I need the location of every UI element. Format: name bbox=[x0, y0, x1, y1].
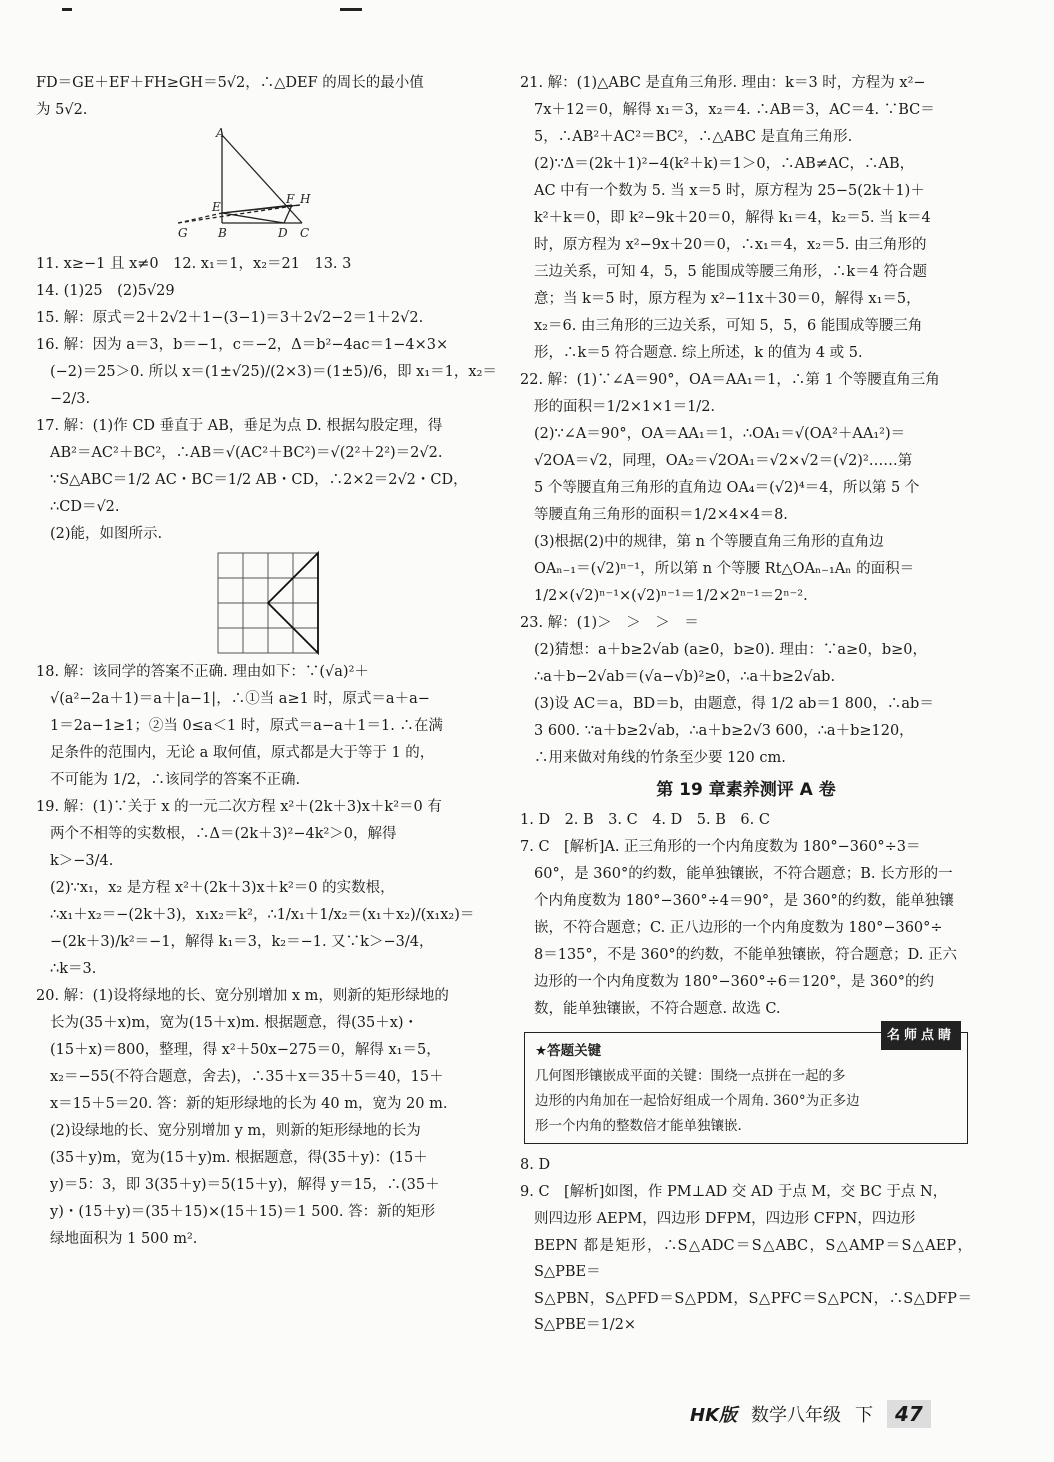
answer-line: 7x＋12＝0，解得 x₁＝3，x₂＝4. ∴AB＝3，AC＝4. ∵BC＝ bbox=[534, 102, 935, 118]
label-A: A bbox=[216, 127, 225, 140]
triangle-figure bbox=[178, 127, 358, 247]
answer-line: 7. C [解析]A. 正三角形的一个内角度数为 180°−360°÷3＝ bbox=[520, 839, 921, 855]
answer-line: 不可能为 1/2，∴该同学的答案不正确. bbox=[50, 772, 301, 788]
label-B: B bbox=[218, 226, 227, 240]
page-number: 47 bbox=[887, 1400, 931, 1428]
top-mark-center bbox=[340, 8, 362, 11]
answer-line: 绿地面积为 1 500 m². bbox=[50, 1231, 198, 1247]
answer-line: AB²＝AC²＋BC²，∴AB＝√(AC²＋BC²)＝√(2²＋2²)＝2√2. bbox=[50, 445, 443, 461]
answer-line: 形，∴k＝5 符合题意. 综上所述，k 的值为 4 或 5. bbox=[534, 345, 863, 361]
label-G: G bbox=[178, 226, 188, 240]
answer-line: 三边关系，可知 4，5，5 能围成等腰三角形，∴k＝4 符合题 bbox=[534, 264, 928, 280]
label-F: F bbox=[286, 192, 295, 206]
label-H: H bbox=[300, 192, 311, 206]
answer-line: 9. C [解析]如图，作 PM⊥AD 交 AD 于点 M，交 BC 于点 N， bbox=[520, 1184, 948, 1200]
page-footer bbox=[690, 1398, 980, 1430]
answer-line: 两个不相等的实数根，∴Δ＝(2k＋3)²−4k²＞0，解得 bbox=[50, 826, 397, 842]
top-mark-left bbox=[62, 8, 72, 11]
answer-line: 形的面积＝1/2×1×1＝1/2. bbox=[534, 399, 716, 415]
answer-line: x₂＝−55(不符合题意，舍去)，∴35＋x＝35＋5＝40，15＋ bbox=[50, 1069, 444, 1085]
answer-line: 14. (1)25 (2)5√29 bbox=[36, 283, 175, 299]
answer-line: (2)∵x₁，x₂ 是方程 x²＋(2k＋3)x＋k²＝0 的实数根， bbox=[50, 880, 395, 896]
answer-line: √2OA＝√2，同理，OA₂＝√2OA₁＝√2×√2＝(√2)²……第 bbox=[534, 453, 913, 469]
answer-line: (3)根据(2)中的规律，第 n 个等腰直角三角形的直角边 bbox=[534, 534, 884, 550]
subject-label: 数学八年级 bbox=[751, 1405, 842, 1426]
answer-line: (2)能，如图所示. bbox=[50, 526, 163, 542]
answer-line: OAₙ₋₁＝(√2)ⁿ⁻¹，所以第 n 个等腰 Rt△OAₙ₋₁Aₙ 的面积＝ bbox=[534, 561, 915, 577]
label-E: E bbox=[212, 200, 221, 214]
answer-line: 1/2×(√2)ⁿ⁻¹×(√2)ⁿ⁻¹＝1/2×2ⁿ⁻¹＝2ⁿ⁻². bbox=[534, 588, 808, 604]
answer-line: ∵S△ABC＝1/2 AC・BC＝1/2 AB・CD，∴2×2＝2√2・CD， bbox=[50, 472, 468, 488]
answer-line: BEPN 都是矩形，∴S△ADC＝S△ABC，S△AMP＝S△AEP，S△PBE＝ bbox=[534, 1238, 972, 1280]
answer-line: 个内角度数为 180°−360°÷4＝90°，是 360°的约数，能单独镶 bbox=[534, 893, 954, 909]
answer-line: 3 600. ∵a＋b≥2√ab，∴a＋b≥2√3 600，∴a＋b≥120， bbox=[534, 723, 914, 739]
answer-line: ∴用来做对角线的竹条至少要 120 cm. bbox=[534, 750, 786, 766]
text-line: FD＝GE＋EF＋FH≥GH＝5√2，∴△DEF 的周长的最小值 bbox=[36, 75, 424, 91]
answer-line: (2)设绿地的长、宽分别增加 y m，则新的矩形绿地的长为 bbox=[50, 1123, 421, 1139]
right-column bbox=[520, 70, 972, 1339]
answer-line: 5 个等腰直角三角形的直角边 OA₄＝(√2)⁴＝4，所以第 5 个 bbox=[534, 480, 920, 496]
answer-line: S△PBN，S△PFD＝S△PDM，S△PFC＝S△PCN，∴S△DFP＝S△PBE＝1/2× bbox=[534, 1291, 972, 1333]
answer-line: k²＋k＝0，即 k²−9k＋20＝0，解得 k₁＝4，k₂＝5. 当 k＝4 bbox=[534, 210, 931, 226]
answer-line: 则四边形 AEPM，四边形 DFPM，四边形 CFPN，四边形 bbox=[534, 1211, 916, 1227]
answer-line: 长为(35＋x)m，宽为(15＋x)m. 根据题意，得(35＋x)・ bbox=[50, 1015, 419, 1031]
section-title: 第 19 章素养测评 A 卷 bbox=[656, 780, 836, 800]
answer-line: −2/3. bbox=[50, 391, 91, 407]
answer-line: ∴CD＝√2. bbox=[50, 499, 120, 515]
grid-figure bbox=[216, 551, 320, 655]
answer-line: 22. 解：(1)∵∠A＝90°，OA＝AA₁＝1，∴第 1 个等腰直角三角 bbox=[520, 372, 940, 388]
left-column bbox=[36, 70, 500, 1253]
key-tips-title: ★答题关键 bbox=[535, 1043, 602, 1059]
answer-line: 1＝2a−1≥1；②当 0≤a＜1 时，原式＝a−a＋1＝1. ∴在满 bbox=[50, 718, 443, 734]
key-tips-line: 边形的内角加在一起恰好组成一个周角. 360°为正多边 bbox=[535, 1093, 860, 1109]
answer-line: y)＝5：3，即 3(35＋y)＝5(15＋y)，解得 y＝15，∴(35＋ bbox=[50, 1177, 440, 1193]
answer-line: 19. 解：(1)∵关于 x 的一元二次方程 x²＋(2k＋3)x＋k²＝0 有 bbox=[36, 799, 442, 815]
answer-line: ∴k＝3. bbox=[50, 961, 97, 977]
answer-line: 18. 解：该同学的答案不正确. 理由如下：∵(√a)²＋ bbox=[36, 664, 369, 680]
answer-line: 1. D 2. B 3. C 4. D 5. B 6. C bbox=[520, 812, 770, 828]
answer-line: ∴a＋b−2√ab＝(√a−√b)²≥0，∴a＋b≥2√ab. bbox=[534, 669, 836, 685]
answer-line: 8. D bbox=[520, 1157, 551, 1173]
answer-line: y)・(15＋y)＝(35＋15)×(15＋15)＝1 500. 答：新的矩形 bbox=[50, 1204, 436, 1220]
text-line: 为 5√2. bbox=[36, 102, 88, 118]
answer-line: 20. 解：(1)设将绿地的长、宽分别增加 x m，则新的矩形绿地的 bbox=[36, 988, 449, 1004]
answer-line: 60°，是 360°的约数，能单独镶嵌，不符合题意；B. 长方形的一 bbox=[534, 866, 953, 882]
answer-line: (2)∵Δ＝(2k＋1)²−4(k²＋k)＝1＞0，∴AB≠AC，∴AB， bbox=[534, 156, 915, 172]
answer-line: x＝15＋5＝20. 答：新的矩形绿地的长为 40 m，宽为 20 m. bbox=[50, 1096, 448, 1112]
answer-line: 足条件的范围内，无论 a 取何值，原式都是大于等于 1 的， bbox=[50, 745, 435, 761]
answer-line: (35＋y)m，宽为(15＋y)m. 根据题意，得(35＋y)：(15＋ bbox=[50, 1150, 428, 1166]
answer-line: (15＋x)＝800，整理，得 x²＋50x−275＝0，解得 x₁＝5， bbox=[50, 1042, 441, 1058]
label-C: C bbox=[300, 226, 310, 240]
answer-line: x₂＝6. 由三角形的三边关系，可知 5，5，6 能围成等腰三角 bbox=[534, 318, 923, 334]
answer-line: k＞−3/4. bbox=[50, 853, 114, 869]
answer-line: 意；当 k＝5 时，原方程为 x²−11x＋30＝0，解得 x₁＝5， bbox=[534, 291, 921, 307]
answer-line: AC 中有一个数为 5. 当 x＝5 时，原方程为 25−5(2k＋1)＋ bbox=[534, 183, 925, 199]
answer-line: 11. x≥−1 且 x≠0 12. x₁＝1，x₂＝21 13. 3 bbox=[36, 256, 352, 272]
answer-line: (2)猜想：a＋b≥2√ab (a≥0，b≥0). 理由：∵a≥0，b≥0， bbox=[534, 642, 927, 658]
answer-line: 数，能单独镶嵌，不符合题意. 故选 C. bbox=[534, 1001, 781, 1017]
answer-line: (3)设 AC＝a，BD＝b，由题意，得 1/2 ab＝1 800，∴ab＝ bbox=[534, 696, 934, 712]
answer-line: (2)∵∠A＝90°，OA＝AA₁＝1，∴OA₁＝√(OA²＋AA₁²)＝ bbox=[534, 426, 906, 442]
key-tips-badge: 名师点睛 bbox=[881, 1021, 961, 1050]
answer-line: √(a²−2a＋1)＝a＋|a−1|，∴①当 a≥1 时，原式＝a＋a− bbox=[50, 691, 430, 707]
answer-line: −(2k＋3)/k²＝−1，解得 k₁＝3，k₂＝−1. 又∵k＞−3/4， bbox=[50, 934, 434, 950]
label-D: D bbox=[278, 226, 288, 240]
key-tips-line: 几何图形镶嵌成平面的关键：围绕一点拼在一起的多 bbox=[535, 1068, 846, 1084]
answer-line: ∴x₁＋x₂＝−(2k＋3)，x₁x₂＝k²，∴1/x₁＋1/x₂＝(x₁＋x₂)/(x₁x₂)＝ bbox=[50, 907, 475, 923]
answer-line: 5，∴AB²＋AC²＝BC²，∴△ABC 是直角三角形. bbox=[534, 129, 853, 145]
answer-line: (−2)＝25＞0. 所以 x＝(1±√25)/(2×3)＝(1±5)/6，即 x₁＝1，x₂＝ bbox=[50, 364, 497, 380]
answer-line: 17. 解：(1)作 CD 垂直于 AB，垂足为点 D. 根据勾股定理，得 bbox=[36, 418, 443, 434]
answer-line: 21. 解：(1)△ABC 是直角三角形. 理由：k＝3 时，方程为 x²− bbox=[520, 75, 926, 91]
answer-line: 时，原方程为 x²−9x＋20＝0，∴x₁＝4，x₂＝5. 由三角形的 bbox=[534, 237, 927, 253]
volume-label: 下 bbox=[855, 1405, 874, 1426]
answer-line: 23. 解：(1)＞ ＞ ＞ ＝ bbox=[520, 615, 699, 631]
answer-line: 嵌，不符合题意；C. 正八边形的一个内角度数为 180°−360°÷ bbox=[534, 920, 943, 936]
answer-line: 16. 解：因为 a＝3，b＝−1，c＝−2，Δ＝b²−4ac＝1−4×3× bbox=[36, 337, 449, 353]
answer-line: 8＝135°，不是 360°的约数，不能单独镶嵌，符合题意；D. 正六 bbox=[534, 947, 958, 963]
answer-line: 边形的一个内角度数为 180°−360°÷6＝120°，是 360°的约 bbox=[534, 974, 934, 990]
key-tips-box bbox=[524, 1028, 968, 1144]
key-tips-line: 形一个内角的整数倍才能单独镶嵌. bbox=[535, 1118, 742, 1134]
answer-line: 15. 解：原式＝2＋2√2＋1−(3−1)＝3＋2√2−2＝1＋2√2. bbox=[36, 310, 424, 326]
edition-label: HK版 bbox=[690, 1405, 738, 1426]
answer-line: 等腰直角三角形的面积＝1/2×4×4＝8. bbox=[534, 507, 788, 523]
